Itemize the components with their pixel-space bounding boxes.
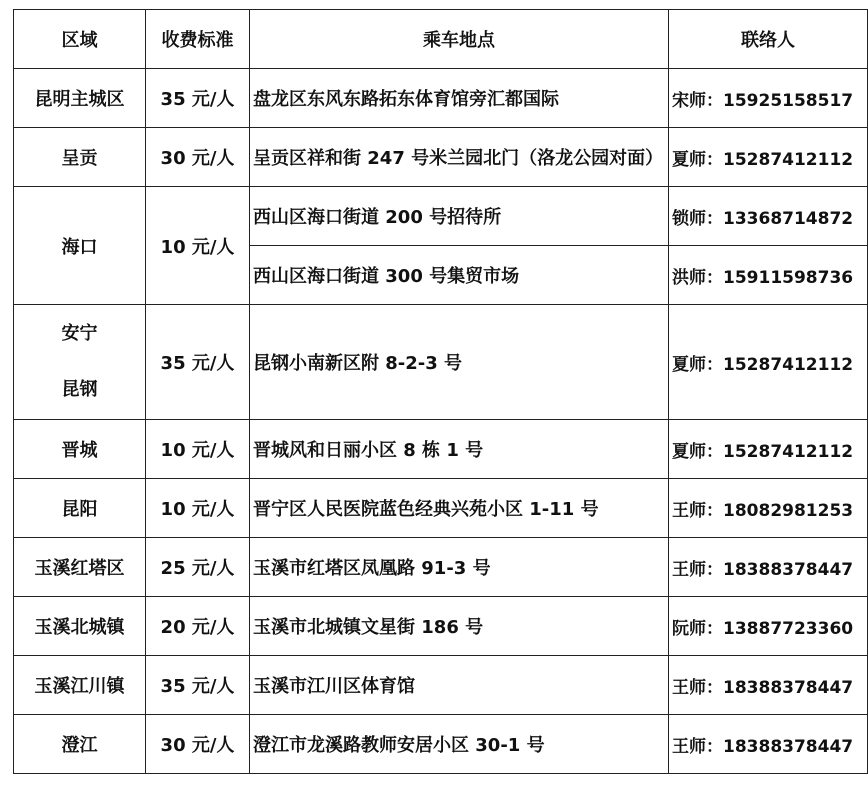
location-cell: 晋宁区人民医院蓝色经典兴苑小区 1-11 号	[250, 479, 669, 538]
header-region: 区域	[14, 10, 146, 69]
header-location: 乘车地点	[250, 10, 669, 69]
table-row	[14, 715, 868, 774]
region-cell: 呈贡	[14, 128, 146, 187]
table-row	[14, 420, 868, 479]
fee-cell: 10 元/人	[146, 420, 250, 479]
location-cell: 玉溪市北城镇文星街 186 号	[250, 597, 669, 656]
location-cell: 澄江市龙溪路教师安居小区 30-1 号	[250, 715, 669, 774]
table-row	[14, 305, 868, 420]
contact-cell: 夏师：15287412112	[669, 305, 868, 420]
contact-cell: 王师：18388378447	[669, 656, 868, 715]
region-cell	[14, 305, 146, 420]
contact-cell: 阮师：13887723360	[669, 597, 868, 656]
location-cell: 玉溪市红塔区凤凰路 91-3 号	[250, 538, 669, 597]
table-row	[14, 69, 868, 128]
location-cell: 昆钢小南新区附 8-2-3 号	[250, 305, 669, 420]
region-cell: 玉溪北城镇	[14, 597, 146, 656]
fee-cell: 10 元/人	[146, 187, 250, 305]
header-row	[14, 10, 868, 69]
region-cell: 昆明主城区	[14, 69, 146, 128]
fee-cell: 35 元/人	[146, 69, 250, 128]
header-contact: 联络人	[669, 10, 868, 69]
contact-cell: 夏师：15287412112	[669, 420, 868, 479]
contact-cell: 洪师：15911598736	[669, 246, 868, 305]
pickup-table	[13, 9, 868, 774]
region-cell: 玉溪江川镇	[14, 656, 146, 715]
region-cell: 玉溪红塔区	[14, 538, 146, 597]
region-cell: 晋城	[14, 420, 146, 479]
contact-cell: 王师：18388378447	[669, 715, 868, 774]
location-cell: 晋城风和日丽小区 8 栋 1 号	[250, 420, 669, 479]
table-row	[14, 128, 868, 187]
fee-cell: 30 元/人	[146, 128, 250, 187]
table-row	[14, 656, 868, 715]
location-cell: 西山区海口街道 300 号集贸市场	[250, 246, 669, 305]
location-cell: 西山区海口街道 200 号招待所	[250, 187, 669, 246]
contact-cell: 夏师：15287412112	[669, 128, 868, 187]
location-cell: 盘龙区东风东路拓东体育馆旁汇都国际	[250, 69, 669, 128]
contact-cell: 宋师：15925158517	[669, 69, 868, 128]
region-cell: 昆阳	[14, 479, 146, 538]
table-row	[14, 187, 868, 246]
header-fee: 收费标准	[146, 10, 250, 69]
location-cell: 玉溪市江川区体育馆	[250, 656, 669, 715]
contact-cell: 王师：18082981253	[669, 479, 868, 538]
fee-cell: 30 元/人	[146, 715, 250, 774]
fee-cell: 35 元/人	[146, 656, 250, 715]
region-line: 昆钢	[61, 379, 98, 400]
contact-cell: 锁师：13368714872	[669, 187, 868, 246]
table-row	[14, 479, 868, 538]
fee-cell: 20 元/人	[146, 597, 250, 656]
region-line: 安宁	[61, 323, 98, 344]
contact-cell: 王师：18388378447	[669, 538, 868, 597]
region-cell: 海口	[14, 187, 146, 305]
table-row	[14, 597, 868, 656]
table-row	[14, 538, 868, 597]
fee-cell: 10 元/人	[146, 479, 250, 538]
region-cell: 澄江	[14, 715, 146, 774]
location-cell: 呈贡区祥和街 247 号米兰园北门（洛龙公园对面）	[250, 128, 669, 187]
fee-cell: 25 元/人	[146, 538, 250, 597]
fee-cell: 35 元/人	[146, 305, 250, 420]
